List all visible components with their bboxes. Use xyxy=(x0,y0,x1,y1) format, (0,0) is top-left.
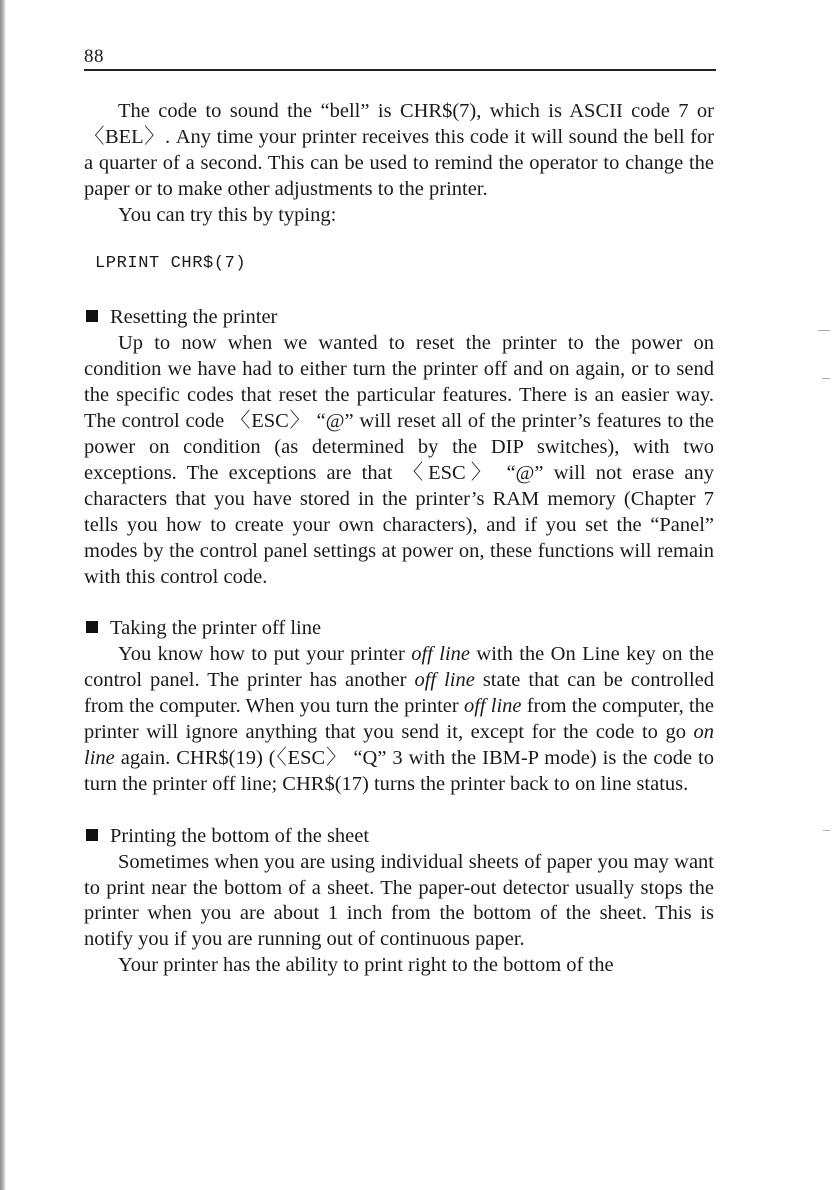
intro-paragraph: The code to sound the “bell” is CHR$(7), which is ASCII code 7 or 〈BEL〉. Any time your printer receives this code it will sound the bell for a quarter of a second. This can be used to remind the operator to change the paper or to make other adjustments to the printer. xyxy=(84,100,714,200)
margin-mark xyxy=(823,830,830,831)
page-edge-shadow xyxy=(0,0,6,1190)
body-text: again. CHR$(19) (〈ESC〉 “Q” 3 with the IBM-P mode) is the code to turn the printer off line; CHR$(17) turns the printer back to on line status. xyxy=(84,746,714,795)
bullet-square-icon xyxy=(86,310,98,322)
margin-mark xyxy=(818,330,830,331)
section-heading xyxy=(84,616,714,642)
section-body xyxy=(84,642,714,797)
bullet-square-icon xyxy=(86,621,98,633)
margin-mark xyxy=(822,378,830,379)
body-text: with the On Line key on the control panel. The printer has another xyxy=(84,643,714,692)
intro-instruction: You can try this by typing: xyxy=(118,203,337,226)
emphasis-text: off line xyxy=(463,695,522,718)
section-heading xyxy=(84,824,714,850)
section-body: Your printer has the ability to print right to the bottom of the xyxy=(118,954,614,977)
emphasis-text: on line xyxy=(84,721,714,769)
emphasis-text: off line xyxy=(411,643,470,666)
section-body: Up to now when we wanted to reset the printer to the power on condition we have had to either turn the printer off and on again, or to send the specific codes that reset the particular features. There is an easier way. The control code 〈ESC〉 “@” will reset all of the printer’s features to the power on condition (as determined by the DIP switches), with two exceptions. The exceptions are that 〈ESC〉 “@” will not erase any characters that you have stored in the printer’s RAM memory (Chapter 7 tells you how to create your own characters), and if you set the “Panel” modes by the control panel settings at power on, these functions will remain with this control code. xyxy=(84,332,714,588)
section-offline xyxy=(84,616,714,797)
body-text: from the computer, the printer will ignore anything that you send it, except for the code to go xyxy=(84,695,714,744)
section-bottom-of-sheet xyxy=(84,824,714,979)
bullet-square-icon xyxy=(86,829,98,841)
heading-text: Resetting the printer xyxy=(110,306,278,329)
body-text: You know how to put your printer xyxy=(118,643,412,666)
section-body: Sometimes when you are using individual sheets of paper you may want to print near the bottom of a sheet. The paper-out detector usually stops the printer when you are about 1 inch from the bottom of the sheet. This is notify you if you are running out of continuous paper. xyxy=(84,850,714,951)
header-rule xyxy=(84,69,716,71)
section-resetting xyxy=(84,305,714,590)
emphasis-text: off line xyxy=(414,669,475,692)
heading-text: Printing the bottom of the sheet xyxy=(110,824,370,847)
code-example: LPRINT CHR$(7) xyxy=(95,253,247,273)
heading-text: Taking the printer off line xyxy=(110,617,322,640)
body-text: state that can be controlled from the computer. When you turn the printer xyxy=(84,669,714,718)
page-number: 88 xyxy=(84,46,104,67)
page-body xyxy=(84,99,714,979)
section-heading xyxy=(84,305,714,331)
